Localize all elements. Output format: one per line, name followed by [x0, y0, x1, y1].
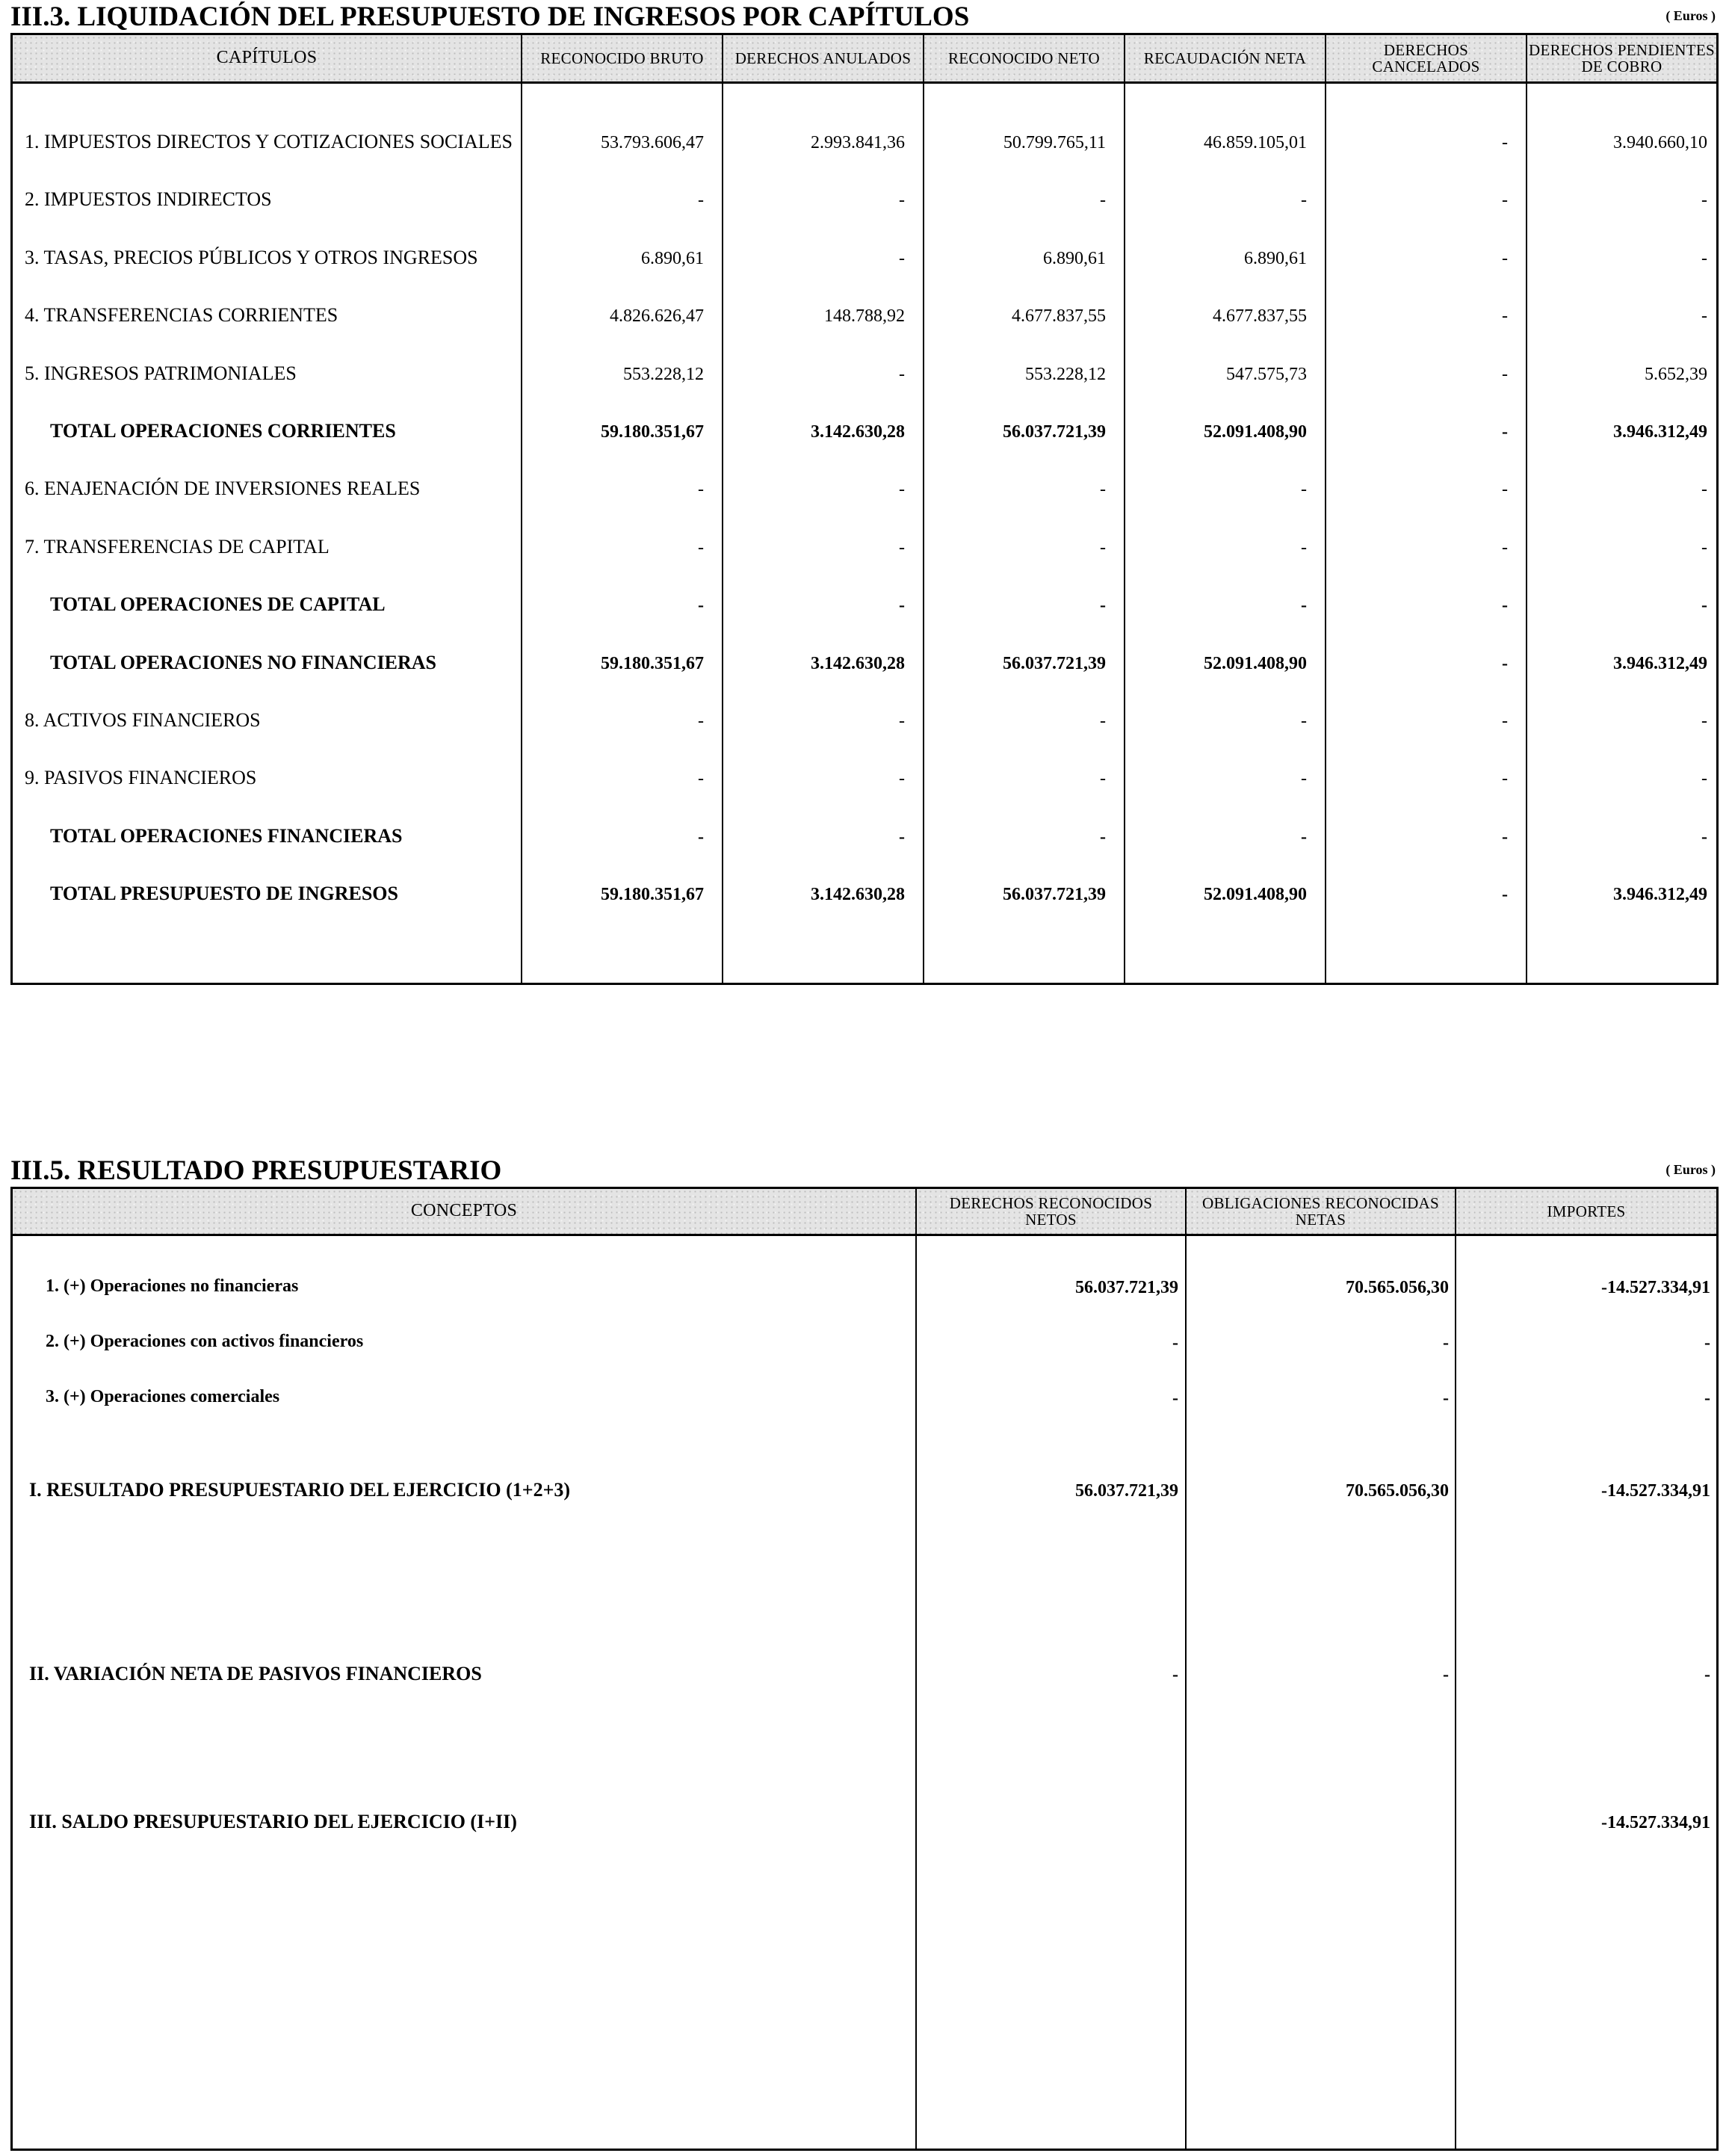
cell-value: - — [1502, 365, 1508, 384]
cell-value: - — [698, 538, 704, 557]
cell-value: - — [1301, 827, 1307, 847]
cell-value: - — [1301, 191, 1307, 210]
cell-value: - — [1701, 769, 1707, 788]
cell-value: - — [1502, 480, 1508, 499]
cell-value: - — [1100, 711, 1106, 731]
cell-value: - — [1100, 480, 1106, 499]
cell-value: 59.180.351,67 — [601, 885, 704, 904]
cell-value: - — [1172, 1665, 1178, 1684]
cell-value: - — [698, 480, 704, 499]
row-label: 1. IMPUESTOS DIRECTOS Y COTIZACIONES SOCIALES — [25, 131, 513, 152]
cell-value: - — [1100, 191, 1106, 210]
table-row — [13, 653, 1716, 676]
row-label: III. SALDO PRESUPUESTARIO DEL EJERCICIO (I+II) — [29, 1811, 517, 1832]
cell-value: 56.037.721,39 — [1075, 1278, 1178, 1297]
section2-unit: ( Euros ) — [1665, 1162, 1716, 1177]
row-label: I. RESULTADO PRESUPUESTARIO DEL EJERCICIO (1+2+3) — [29, 1479, 571, 1501]
cell-value: - — [1502, 769, 1508, 788]
table-row — [13, 479, 1716, 501]
row-label: 1. (+) Operaciones no financieras — [46, 1276, 299, 1296]
cell-value: 148.788,92 — [824, 306, 905, 326]
cell-value: 3.946.312,49 — [1613, 885, 1707, 904]
cell-value: 46.859.105,01 — [1204, 133, 1307, 152]
cell-value: - — [1704, 1333, 1710, 1353]
row-label: 5. INGRESOS PATRIMONIALES — [25, 362, 297, 384]
col-header-derechos-reconocidos: DERECHOS RECONOCIDOS NETOS — [949, 1193, 1153, 1229]
cell-value: - — [1172, 1333, 1178, 1353]
cell-value: - — [1704, 1665, 1710, 1684]
cell-value: - — [698, 827, 704, 847]
cell-value: 6.890,61 — [1043, 249, 1106, 268]
cell-value: 5.652,39 — [1645, 365, 1707, 384]
table-row — [13, 768, 1716, 791]
cell-value: - — [1701, 306, 1707, 326]
cell-value: - — [1502, 133, 1508, 152]
cell-value: - — [1502, 711, 1508, 731]
table-row — [13, 190, 1716, 212]
row-label: 2. IMPUESTOS INDIRECTOS — [25, 188, 272, 210]
cell-value: 56.037.721,39 — [1003, 885, 1106, 904]
table-row — [13, 306, 1716, 328]
col-header-reconocido-neto: RECONOCIDO NETO — [947, 49, 1101, 67]
cell-value: - — [1301, 480, 1307, 499]
cell-value: - — [899, 711, 905, 731]
table-resultado — [10, 1187, 1719, 2151]
cell-value: - — [1502, 596, 1508, 615]
cell-value: 3.142.630,28 — [811, 422, 905, 442]
cell-value: - — [899, 191, 905, 210]
cell-value: - — [698, 769, 704, 788]
section2-title: III.5. RESULTADO PRESUPUESTARIO — [10, 1155, 502, 1186]
cell-value: 52.091.408,90 — [1204, 885, 1307, 904]
section1-title: III.3. LIQUIDACIÓN DEL PRESUPUESTO DE INGRESOS POR CAPÍTULOS — [10, 1, 970, 32]
cell-value: 3.946.312,49 — [1613, 654, 1707, 673]
cell-value: 3.142.630,28 — [811, 654, 905, 673]
cell-value: 3.940.660,10 — [1613, 133, 1707, 152]
cell-value: -14.527.334,91 — [1601, 1813, 1710, 1832]
row-label: TOTAL OPERACIONES CORRIENTES — [50, 420, 396, 442]
row-label: 2. (+) Operaciones con activos financieros — [46, 1332, 364, 1351]
table-row — [13, 1332, 1716, 1355]
cell-value: - — [1172, 1389, 1178, 1408]
table-row — [13, 595, 1716, 617]
cell-value: - — [899, 538, 905, 557]
cell-value: 59.180.351,67 — [601, 422, 704, 442]
col-header-recaudacion-neta: RECAUDACIÓN NETA — [1143, 49, 1307, 67]
col-header-conceptos: CONCEPTOS — [410, 1201, 518, 1221]
cell-value: - — [1502, 191, 1508, 210]
section1-unit: ( Euros ) — [1665, 8, 1716, 23]
col-header-capitulos: CAPÍTULOS — [216, 48, 318, 68]
table-row — [13, 827, 1716, 849]
cell-value: 553.228,12 — [623, 365, 704, 384]
cell-value: - — [1100, 538, 1106, 557]
table-row — [13, 884, 1716, 906]
cell-value: - — [1502, 538, 1508, 557]
cell-value: - — [1100, 596, 1106, 615]
table-row — [13, 711, 1716, 733]
cell-value: - — [698, 596, 704, 615]
cell-value: - — [698, 711, 704, 731]
cell-value: 553.228,12 — [1025, 365, 1106, 384]
row-label: 3. TASAS, PRECIOS PÚBLICOS Y OTROS INGRESOS — [25, 247, 478, 268]
col-header-obligaciones-reconocidas: OBLIGACIONES RECONOCIDAS NETAS — [1202, 1193, 1439, 1229]
cell-value: 50.799.765,11 — [1003, 133, 1106, 152]
cell-value: 56.037.721,39 — [1003, 654, 1106, 673]
cell-value: - — [1701, 596, 1707, 615]
cell-value: -14.527.334,91 — [1601, 1278, 1710, 1297]
cell-value: - — [1100, 769, 1106, 788]
cell-value: - — [1301, 596, 1307, 615]
table-header — [13, 35, 1716, 84]
table-row — [13, 132, 1716, 155]
cell-value: 3.142.630,28 — [811, 885, 905, 904]
cell-value: - — [698, 191, 704, 210]
cell-value: 547.575,73 — [1226, 365, 1307, 384]
col-header-importes: IMPORTES — [1547, 1202, 1626, 1220]
col-header-derechos-anulados: DERECHOS ANULADOS — [734, 49, 912, 67]
table-row — [13, 364, 1716, 386]
cell-value: - — [899, 596, 905, 615]
cell-value: - — [1502, 306, 1508, 326]
cell-value: - — [1502, 827, 1508, 847]
table-row — [13, 1480, 1716, 1503]
cell-value: 4.677.837,55 — [1213, 306, 1307, 326]
cell-value: - — [1100, 827, 1106, 847]
cell-value: - — [1443, 1333, 1449, 1353]
table-row — [13, 537, 1716, 560]
cell-value: - — [1502, 249, 1508, 268]
cell-value: - — [899, 480, 905, 499]
cell-value: 70.565.056,30 — [1346, 1278, 1449, 1297]
table-row — [13, 1388, 1716, 1410]
row-label: 4. TRANSFERENCIAS CORRIENTES — [25, 304, 338, 326]
cell-value: 56.037.721,39 — [1003, 422, 1106, 442]
cell-value: - — [1502, 654, 1508, 673]
cell-value: 4.677.837,55 — [1012, 306, 1106, 326]
cell-value: - — [1701, 249, 1707, 268]
row-label: 3. (+) Operaciones comerciales — [46, 1387, 280, 1406]
cell-value: - — [899, 365, 905, 384]
cell-value: - — [1443, 1389, 1449, 1408]
cell-value: 53.793.606,47 — [601, 133, 704, 152]
cell-value: - — [899, 827, 905, 847]
table-row — [13, 1664, 1716, 1687]
cell-value: 56.037.721,39 — [1075, 1481, 1178, 1501]
cell-value: 6.890,61 — [641, 249, 704, 268]
cell-value: - — [899, 769, 905, 788]
table-ingresos — [10, 33, 1719, 985]
col-header-pendientes-cobro: DERECHOS PENDIENTES DE COBRO — [1529, 40, 1715, 75]
cell-value: - — [1301, 711, 1307, 731]
cell-value: 52.091.408,90 — [1204, 422, 1307, 442]
cell-value: - — [1701, 538, 1707, 557]
cell-value: - — [1701, 827, 1707, 847]
cell-value: 59.180.351,67 — [601, 654, 704, 673]
cell-value: - — [1704, 1389, 1710, 1408]
cell-value: - — [1701, 480, 1707, 499]
cell-value: - — [899, 249, 905, 268]
cell-value: - — [1443, 1665, 1449, 1684]
cell-value: - — [1502, 422, 1508, 442]
row-label: II. VARIACIÓN NETA DE PASIVOS FINANCIEROS — [29, 1663, 482, 1684]
cell-value: 52.091.408,90 — [1204, 654, 1307, 673]
table-row — [13, 1812, 1716, 1835]
row-label: TOTAL OPERACIONES NO FINANCIERAS — [50, 652, 436, 673]
row-label: 6. ENAJENACIÓN DE INVERSIONES REALES — [25, 478, 421, 499]
col-header-reconocido-bruto: RECONOCIDO BRUTO — [540, 49, 704, 67]
row-label: TOTAL PRESUPUESTO DE INGRESOS — [50, 883, 398, 904]
table-row — [13, 1277, 1716, 1300]
cell-value: 3.946.312,49 — [1613, 422, 1707, 442]
table-row — [13, 421, 1716, 444]
row-label: 9. PASIVOS FINANCIEROS — [25, 767, 257, 788]
cell-value: 2.993.841,36 — [811, 133, 905, 152]
row-label: TOTAL OPERACIONES DE CAPITAL — [50, 593, 386, 615]
col-header-derechos-cancelados: DERECHOS CANCELADOS — [1372, 40, 1480, 75]
table-header — [13, 1189, 1716, 1236]
row-label: TOTAL OPERACIONES FINANCIERAS — [50, 825, 403, 847]
table-row — [13, 248, 1716, 271]
row-label: 8. ACTIVOS FINANCIEROS — [25, 709, 261, 731]
row-label: 7. TRANSFERENCIAS DE CAPITAL — [25, 536, 330, 557]
cell-value: -14.527.334,91 — [1601, 1481, 1710, 1501]
cell-value: 4.826.626,47 — [610, 306, 704, 326]
cell-value: - — [1301, 538, 1307, 557]
cell-value: 70.565.056,30 — [1346, 1481, 1449, 1501]
cell-value: - — [1701, 191, 1707, 210]
cell-value: - — [1301, 769, 1307, 788]
cell-value: 6.890,61 — [1244, 249, 1307, 268]
cell-value: - — [1701, 711, 1707, 731]
cell-value: - — [1502, 885, 1508, 904]
